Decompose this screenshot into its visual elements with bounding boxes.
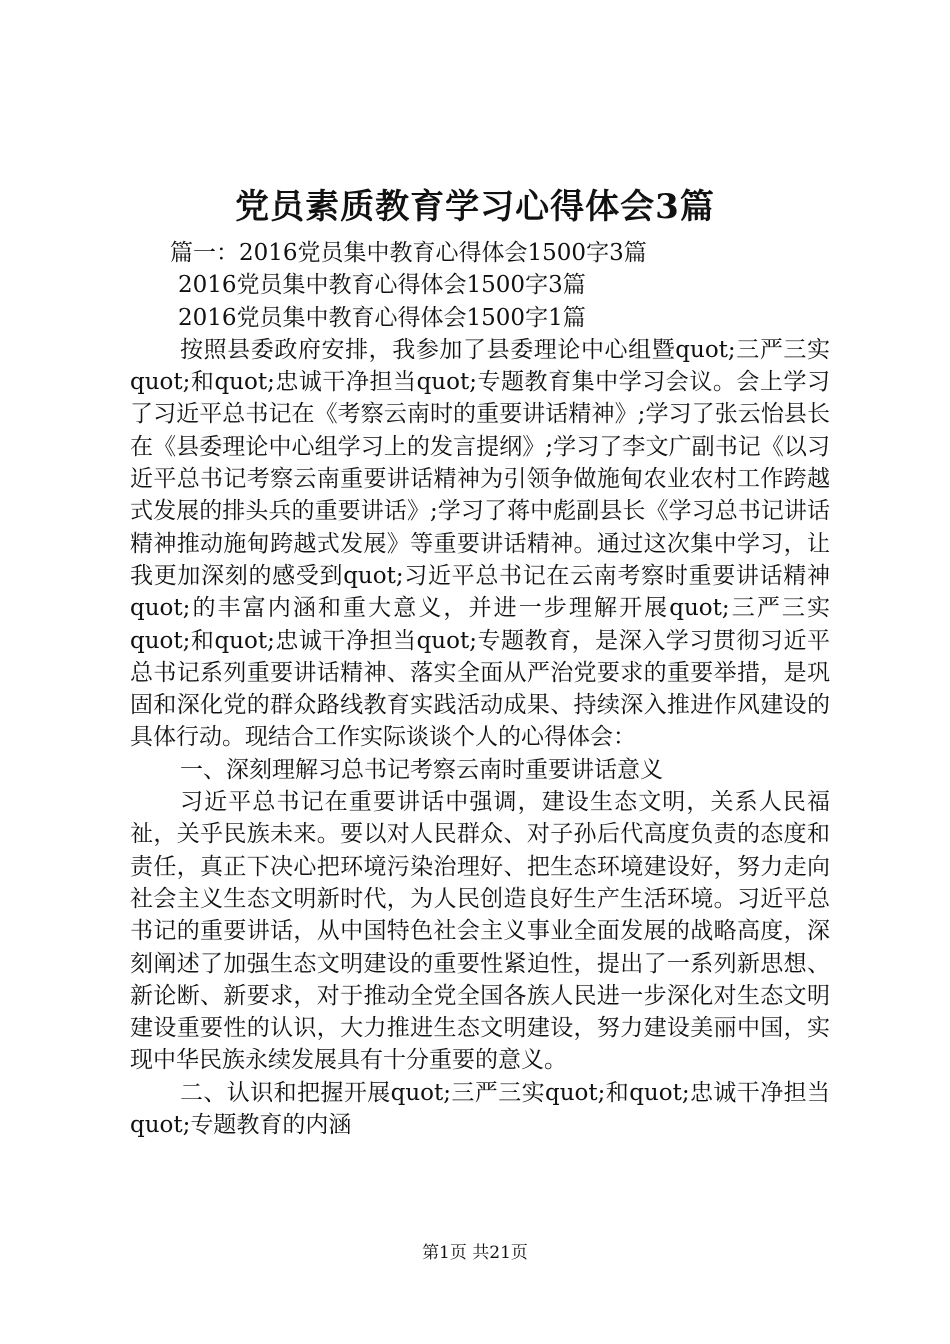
section-heading: 一、深刻理解习总书记考察云南时重要讲话意义 (180, 756, 663, 783)
document-title: 党员素质教育学习心得体会3篇 (235, 187, 715, 227)
subtitle-line: 2016党员集中教育心得体会1500字3篇 (178, 272, 586, 299)
section-heading: 二、认识和把握开展quot;三严三实quot;和quot;忠诚干净担当quot;专题教育的内涵 (130, 1079, 830, 1139)
document-body (130, 237, 830, 1141)
body-paragraph: 习近平总书记在重要讲话中强调，建设生态文明，关系人民福祉，关乎民族未来。要以对人民群众、对子孙后代高度负责的态度和责任，真正下决心把环境污染治理好、把生态环境建设好，努力走向社会主义生态文明新时代，为人民创造良好生产生活环境。习近平总书记的重要讲话，从中国特色社会主义事业全面发展的战略高度，深刻阐述了加强生态文明建设的重要性紧迫性，提出了一系列新思想、新论断、新要求，对于推动全党全国各族人民进一步深化对生态文明建设重要性的认识，大力推进生态文明建设，努力建设美丽中国，实现中华民族永续发展具有十分重要的意义。 (130, 789, 830, 1074)
body-paragraph: 按照县委政府安排，我参加了县委理论中心组暨quot;三严三实quot;和quot;忠诚干净担当quot;专题教育集中学习会议。会上学习了习近平总书记在《考察云南时的重要讲话精神》;学习了张云怡县长在《县委理论中心组学习上的发言提纲》;学习了李文广副书记《以习近平总书记考察云南重要讲话精神为引领争做施甸农业农村工作跨越式发展的排头兵的重要讲话》;学习了蒋中彪副县长《学习总书记讲话精神推动施甸跨越式发展》等重要讲话精神。通过这次集中学习，让我更加深刻的感受到quot;习近平总书记在云南考察时重要讲话精神quot;的丰富内涵和重大意义，并进一步理解开展quot;三严三实quot;和quot;忠诚干净担当quot;专题教育，是深入学习贯彻习近平总书记系列重要讲话精神、落实全面从严治党要求的重要举措，是巩固和深化党的群众路线教育实践活动成果、持续深入推进作风建设的具体行动。现结合工作实际谈谈个人的心得体会： (130, 336, 830, 751)
subtitle-line: 2016党员集中教育心得体会1500字1篇 (178, 304, 586, 331)
subtitle-line: 篇一：2016党员集中教育心得体会1500字3篇 (170, 240, 647, 266)
page-footer: 第1页 共21页 (422, 1243, 528, 1263)
